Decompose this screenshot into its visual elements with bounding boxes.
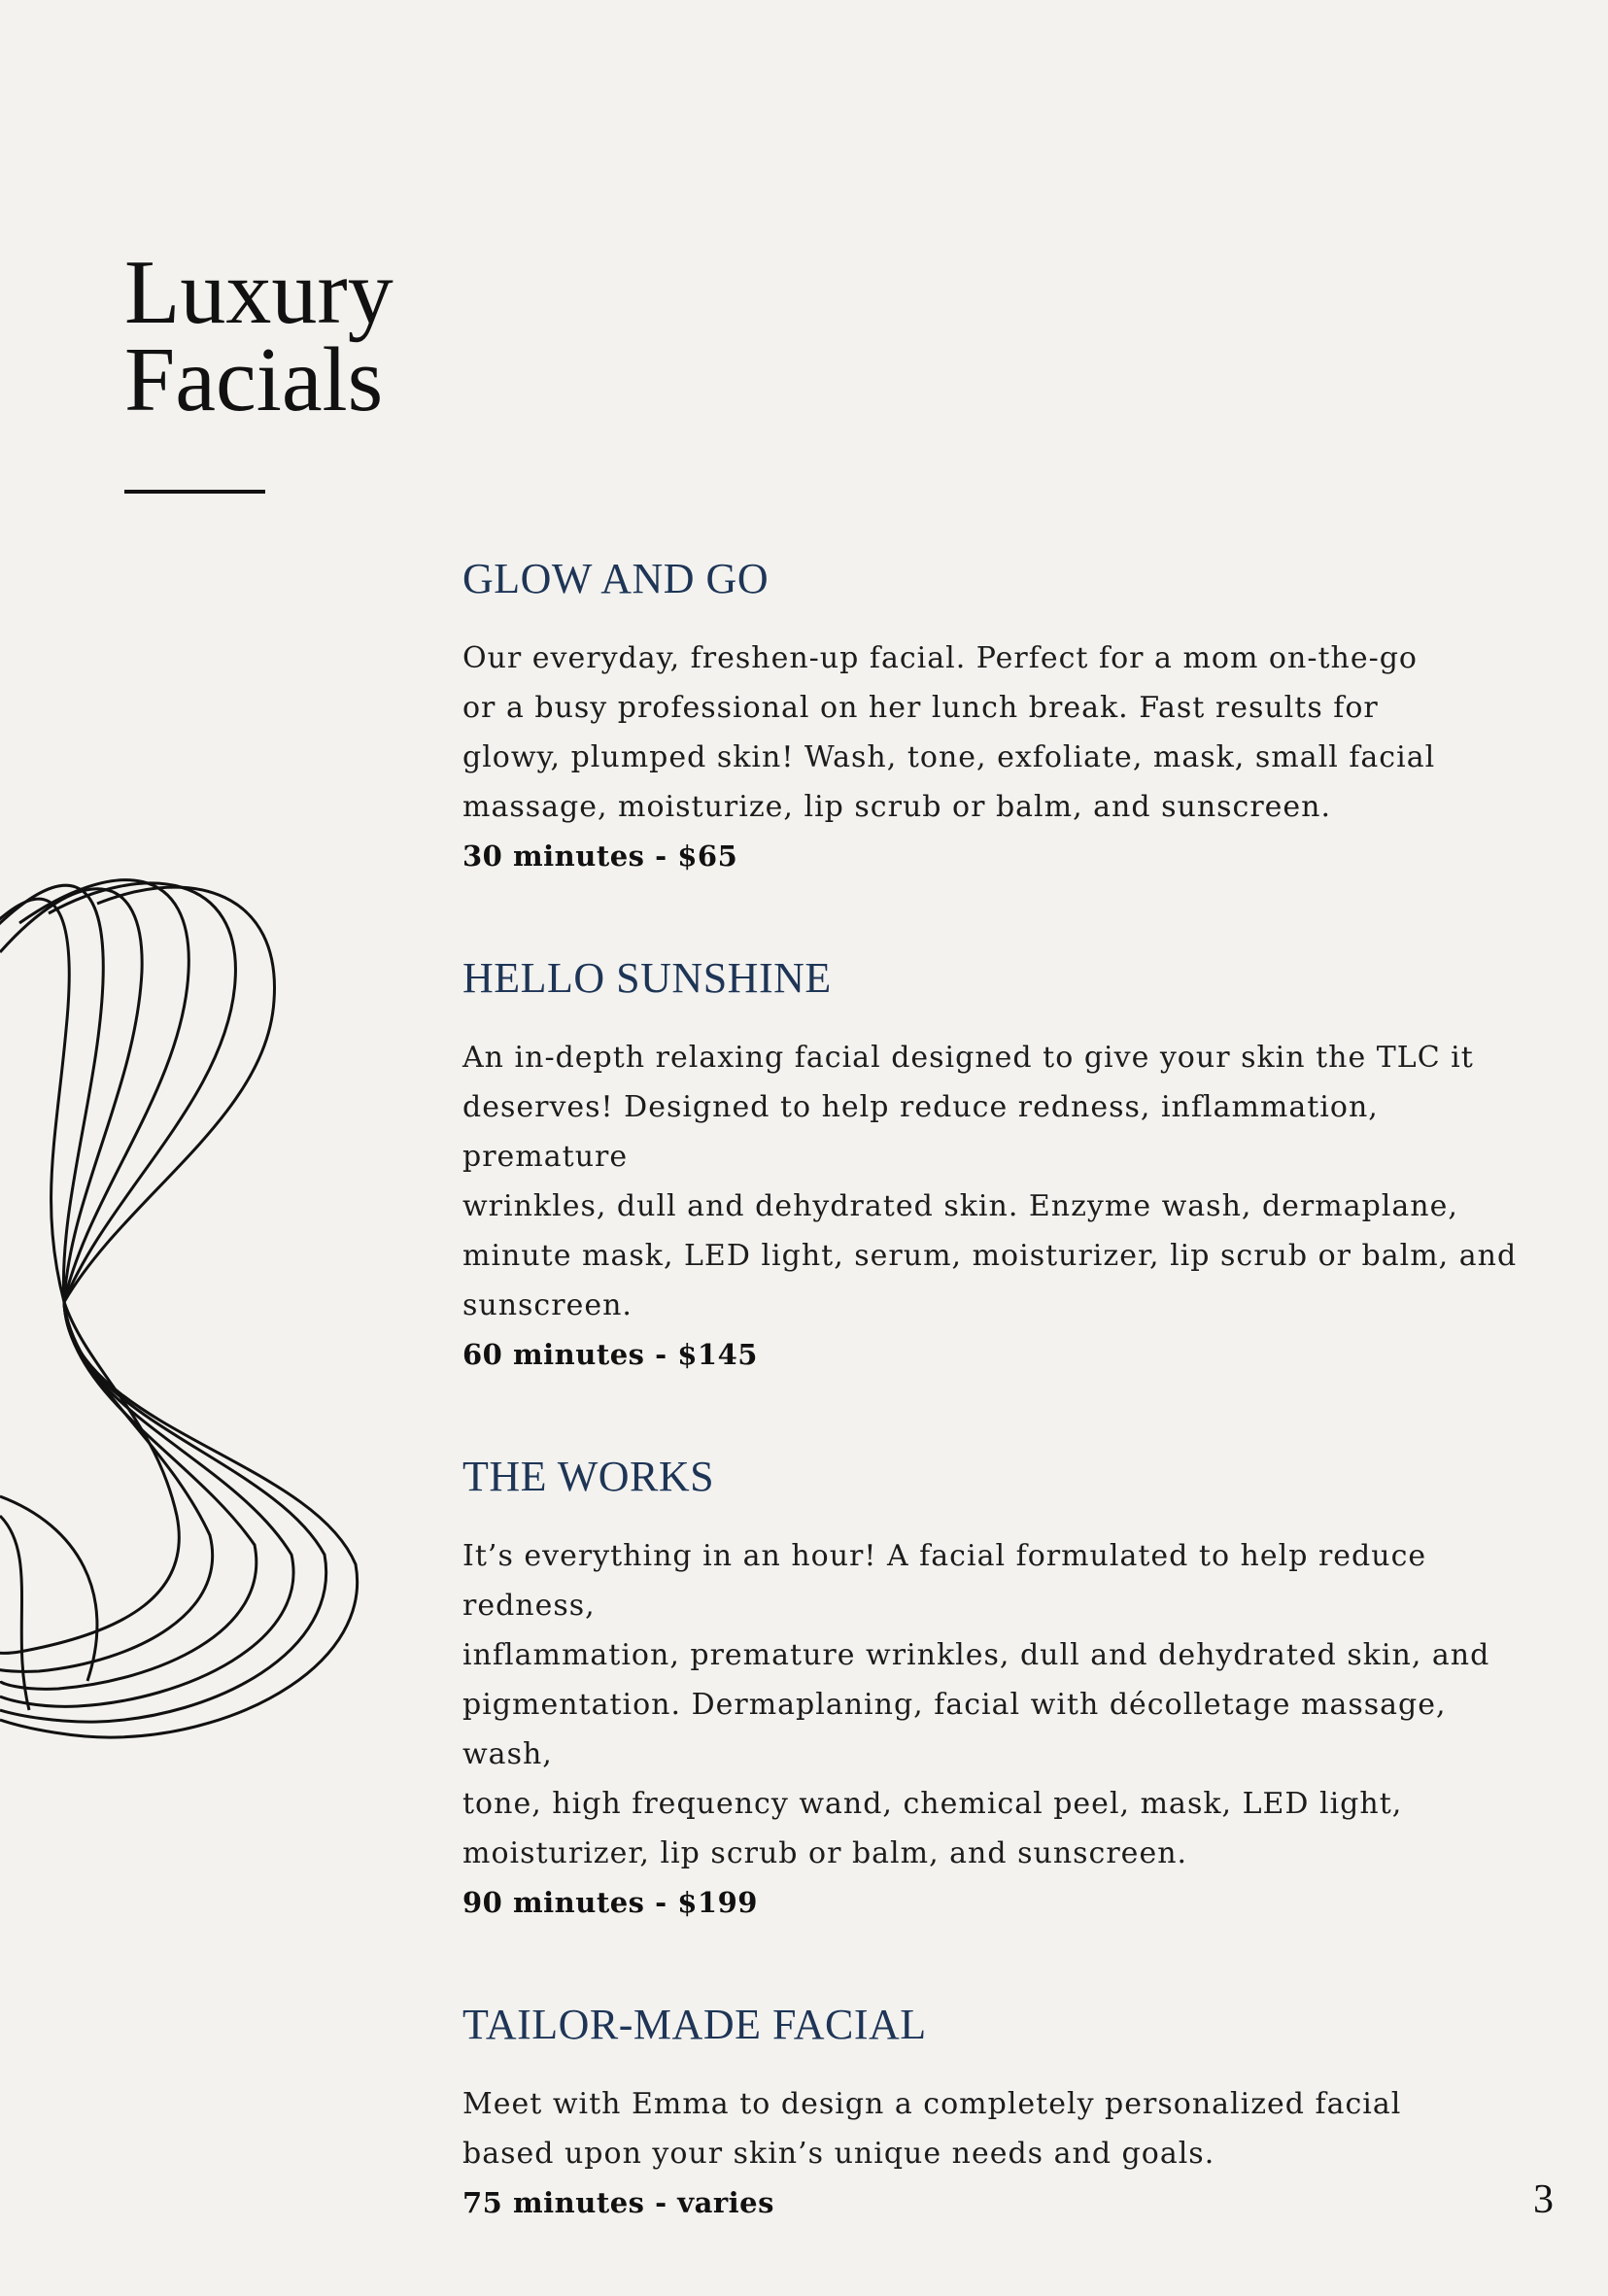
page-title-line-2: Facials xyxy=(124,329,384,430)
service-name: TAILOR-MADE FACIAL xyxy=(462,2001,927,2048)
service-the-works xyxy=(462,1448,1541,1928)
wave-line-3 xyxy=(0,889,257,1690)
services-list xyxy=(462,550,1541,2296)
page-title-line-1: Luxury xyxy=(124,242,393,343)
service-description: Meet with Emma to design a completely personalized facial based upon your skin’s unique needs and goals. xyxy=(462,2087,1402,2171)
service-name: THE WORKS xyxy=(462,1453,715,1500)
service-price: 30 minutes - $65 xyxy=(462,840,738,873)
wave-line-4 xyxy=(0,880,293,1707)
page-title xyxy=(124,242,393,430)
service-price: 75 minutes - varies xyxy=(462,2186,774,2219)
service-price: 60 minutes - $145 xyxy=(462,1338,758,1371)
service-description: Our everyday, freshen-up facial. Perfect for a mom on-the-go or a busy professional on her lunch break. Fast results for glowy, plumped skin! Wash, tone, exfoliate, mask, small facial massage, moisturize, lip scrub or balm, and sunscreen. xyxy=(462,641,1436,824)
service-price: 90 minutes - $199 xyxy=(462,1886,758,1919)
wave-line-6 xyxy=(0,887,358,1737)
service-description: It’s everything in an hour! A facial formulated to help reduce redness, inflammation, premature wrinkles, dull and dehydrated skin, and pigmentation. Dermaplaning, facial with décolletage massage, wash, tone, high frequency wand, chemical peel, mask, LED light, moisturizer, lip scrub or balm, and sunscreen. xyxy=(462,1539,1490,1870)
wave-line-1 xyxy=(0,899,179,1653)
service-description: An in-depth relaxing facial designed to give your skin the TLC it deserves! Designed to help reduce redness, inflammation, premature wrinkles, dull and dehydrated skin. Enzyme wash, dermaplane, minute mask, LED light, serum, moisturizer, lip scrub or balm, and sunscreen. xyxy=(462,1041,1518,1322)
decorative-wave-lines xyxy=(0,855,369,1759)
service-name: HELLO SUNSHINE xyxy=(462,954,832,1002)
service-name: GLOW AND GO xyxy=(462,555,770,602)
service-hello-sunshine xyxy=(462,949,1541,1380)
wave-line-2 xyxy=(0,885,213,1671)
service-glow-and-go xyxy=(462,550,1541,881)
page-number: 3 xyxy=(1533,2177,1554,2222)
wave-line-bottom-1 xyxy=(0,1516,29,1710)
service-tailor-made-facial xyxy=(462,1996,1541,2228)
wave-line-5 xyxy=(0,883,326,1722)
title-divider xyxy=(124,490,265,494)
